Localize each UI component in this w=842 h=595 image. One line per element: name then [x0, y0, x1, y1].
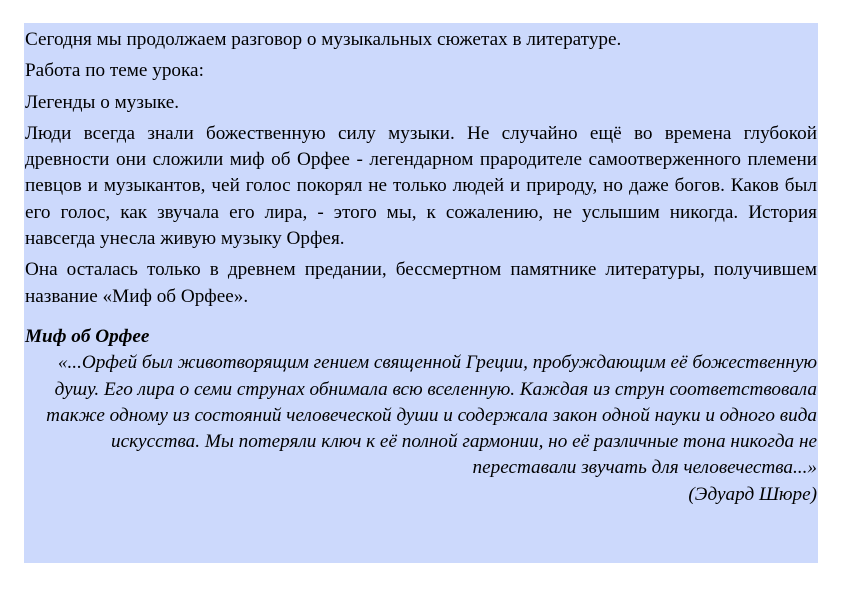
text-block	[24, 23, 818, 563]
quote-text: «...Орфей был животворящим гением священной Греции, пробуждающим её божественную душу. Его лира о семи струнах обнимала всю вселенную. Каждая из струн соответствовала также одному из состояний человеческой души и содержала закон одной науки и одного вида искусства. Мы потеряли ключ к её полной гармонии, но её различные тона никогда не переставали звучать для человечества...»	[46, 352, 817, 479]
legends-heading: Легенды о музыке.	[25, 91, 180, 113]
quote-author: (Эдуард Шюре)	[688, 483, 817, 505]
intro-paragraph: Сегодня мы продолжаем разговор о музыкальных сюжетах в литературе.	[25, 29, 622, 50]
work-heading: Работа по теме урока:	[25, 60, 204, 82]
myth-title: Миф об Орфее	[25, 325, 150, 347]
body-paragraph-2: Она осталась только в древнем предании, бессмертном памятнике литературы, получившем название «Миф об Орфее».	[25, 259, 817, 307]
body-paragraph-1: Люди всегда знали божественную силу музыки. Не случайно ещё во времена глубокой древности они сложили миф об Орфее - легендарном прародителе самоотверженного племени певцов и музыкантов, чей голос покорял не только людей и природу, но даже богов. Каков был его голос, как звучала его лира, - этого мы, к сожалению, не услышим никогда. История навсегда унесла живую музыку Орфея.	[25, 122, 817, 250]
